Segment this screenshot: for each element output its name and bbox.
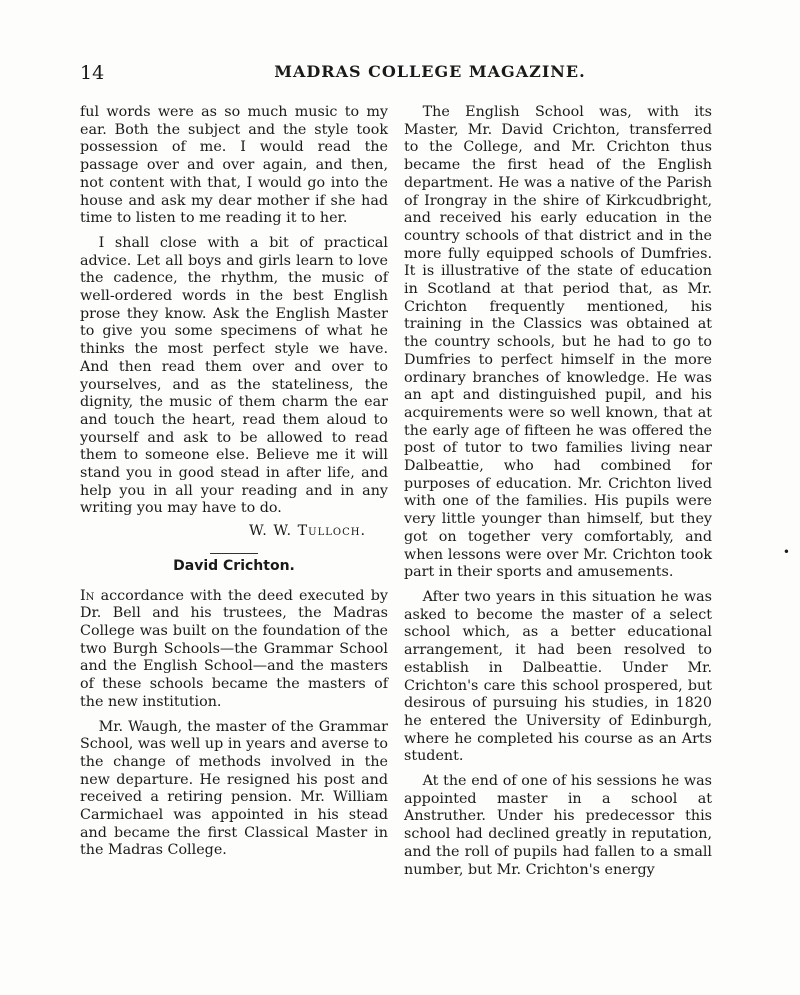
paragraph: I shall close with a bit of practical advice. Let all boys and girls learn to love the cadence, the rhythm, the music of well-ordered words in the best English prose they know. Ask the English Master to give you some specimens of what he thinks the most perfect style we have. And then read them over and over to yourselves, and as the stateliness, the dignity, the music of them charm the ear and touch the heart, read them aloud to yourself and ask to be allowed to read them to someone else. Believe me it will stand you in good stead in after life, and help you in all your reading and in any writing you may have to do. [80,234,388,517]
paragraph: Mr. Waugh, the master of the Grammar School, was well up in years and averse to the change of methods involved in the new departure. He resigned his post and received a retiring pension. Mr. William Carmichael was appointed in his stead and became the first Classical Master in the Madras College. [80,718,388,859]
section-divider [210,553,258,554]
page-number: 14 [80,62,105,84]
paragraph: At the end of one of his sessions he was appointed master in a school at Anstruther. Under his predecessor this school had declined greatly in reputation, and the roll of pupils had fallen to a small number, but Mr. Crichton's energy [404,773,712,878]
margin-mark: • [782,545,790,559]
lead-word: In [80,587,95,604]
signature-initials: W. W. [249,523,293,540]
left-column [80,104,388,860]
paragraph-text: accordance with the deed executed by Dr. Bell and his trustees, the Madras College was built on the foundation of the two Burgh Schools—the Grammar School and the English School—and the masters of these schools became the masters of the new institution. [80,587,388,710]
running-title: MADRAS COLLEGE MAGAZINE. [274,62,586,81]
paragraph: After two years in this situation he was asked to become the master of a select school which, as a better educational arrangement, it had been resolved to establish in Dalbeattie. Under Mr. Crichton's care this school prospered, but desirous of pursuing his studies, in 1820 he entered the University of Edinburgh, where he completed his course as an Arts student. [404,588,712,765]
paragraph: The English School was, with its Master, Mr. David Crichton, transferred to the College, and Mr. Crichton thus became the first head of the English department. He was a native of the Parish of Irongray in the shire of Kirkcudbright, and received his early education in the country schools of that district and in the more fully equipped schools of Dumfries. It is illustrative of the state of education in Scotland at that period that, as Mr. Crichton frequently mentioned, his training in the Classics was obtained at the country schools, but he had to go to Dumfries to perfect himself in the more ordinary branches of knowledge. He was an apt and distinguished pupil, and his acquirements were so well known, that at the early age of fifteen he was offered the post of tutor to two families living near Dalbeattie, who had combined for purposes of education. Mr. Crichton lived with one of the families. His pupils were very little younger than himself, but they got on together very comfortably, and when lessons were over Mr. Crichton took part in their sports and amusements. [404,104,712,581]
paragraph [80,588,388,712]
article-title: David Crichton. [173,557,295,574]
author-signature [80,523,388,541]
right-column [404,104,712,879]
paragraph: ful words were as so much music to my ear. Both the subject and the style took possession of me. I would read the passage over and over again, and then, not content with that, I would go into the house and ask my dear mother if she had time to listen to me reading it to her. [80,104,388,227]
signature-surname: Tulloch. [297,523,366,540]
